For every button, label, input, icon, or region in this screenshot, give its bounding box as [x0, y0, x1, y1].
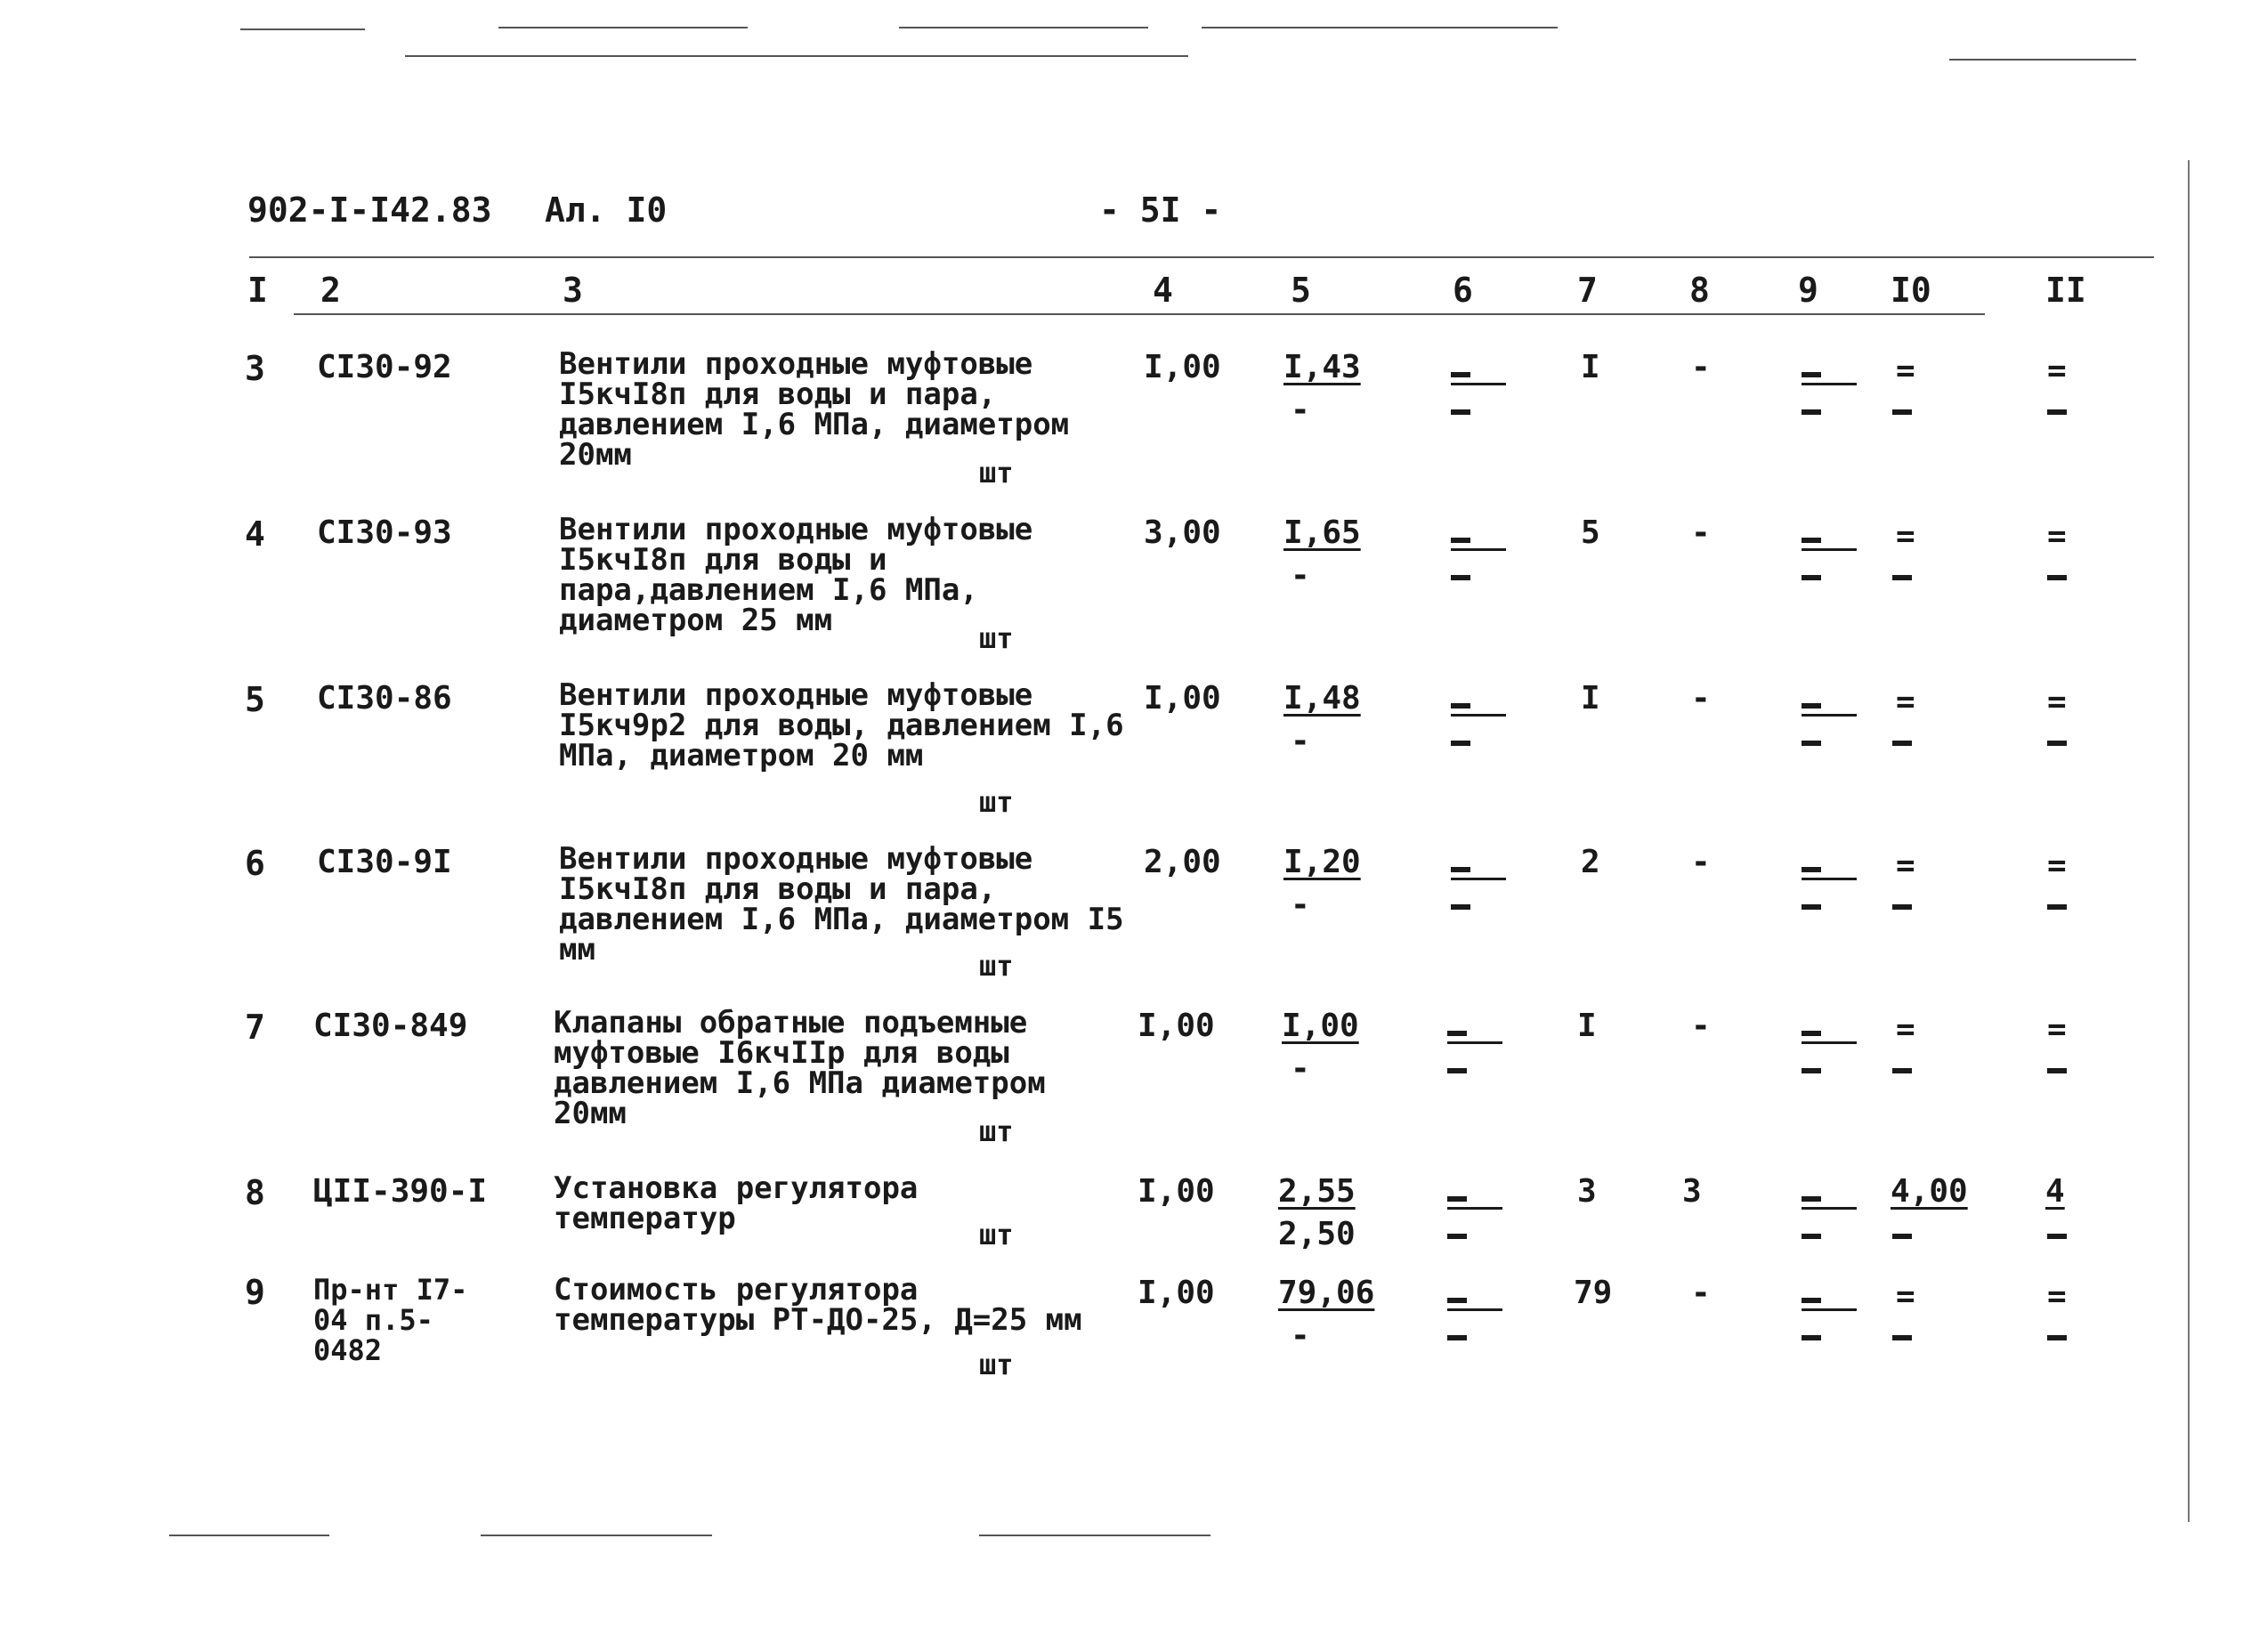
row-col5-bottom: 2,50 — [1278, 1216, 1356, 1252]
scan-artifact-line — [240, 28, 365, 30]
row-quantity: 2,00 — [1144, 844, 1221, 880]
row-description: Установка регулятора температур — [554, 1170, 919, 1236]
header-top-rule — [249, 256, 2154, 258]
row-quantity: I,00 — [1138, 1173, 1215, 1210]
dash-mark — [1451, 904, 1470, 910]
row-col7: I — [1581, 349, 1600, 385]
row-code: ЦII-390-I — [313, 1173, 488, 1210]
dash-mark — [1892, 1335, 1912, 1340]
dash-mark — [1892, 575, 1912, 580]
row-col5-top: I,48 — [1283, 680, 1361, 717]
scan-artifact-line — [1949, 59, 2136, 61]
dash-mark — [1892, 904, 1912, 910]
row-quantity: I,00 — [1144, 680, 1221, 717]
row-col5-top: I,65 — [1283, 514, 1361, 551]
dash-mark — [1802, 409, 1821, 415]
row-col10: = — [1896, 1278, 1915, 1315]
dash-mark — [2047, 409, 2067, 415]
scan-artifact-line — [899, 27, 1148, 28]
dash-mark — [2047, 575, 2067, 580]
row-col11: = — [2047, 1278, 2067, 1315]
dash-mark — [1802, 1196, 1821, 1202]
row-col8: 3 — [1682, 1173, 1702, 1210]
dash-mark — [1802, 1041, 1857, 1044]
dash-mark — [1802, 538, 1821, 543]
row-description: Вентили проходные муфтовые I5кчI8п для воды и пара, давлением I,6 МПа, диаметром I5 мм — [559, 841, 1124, 968]
row-code: CI30-86 — [317, 680, 452, 717]
dash-mark — [2047, 1335, 2067, 1340]
row-description: Вентили проходные муфтовые I5кч9р2 для воды, давлением I,6 МПа, диаметром 20 мм — [559, 677, 1124, 773]
sheet-label: Ал. I0 — [545, 190, 668, 230]
column-header-11: II — [2045, 271, 2086, 310]
dash-mark — [1892, 409, 1912, 415]
row-col5-top: I,00 — [1282, 1008, 1359, 1044]
row-description: Клапаны обратные подъемные муфтовые I6кчIIр для воды давлением I,6 МПа диаметром 20мм — [554, 1005, 1046, 1131]
dash-mark — [1892, 1068, 1912, 1073]
column-header-2: 2 — [320, 271, 341, 310]
dash-mark — [1447, 1041, 1502, 1044]
row-description: Вентили проходные муфтовые I5кчI8п для воды и пара,давлением I,6 МПа, диаметром 25 мм — [559, 512, 1033, 638]
row-code: CI30-849 — [313, 1008, 468, 1044]
document-code: 902-I-I42.83 — [247, 190, 492, 230]
column-header-7: 7 — [1577, 271, 1598, 310]
row-unit: шт — [979, 949, 1014, 983]
dash-mark — [1802, 372, 1821, 377]
row-col10: = — [1896, 684, 1915, 720]
column-header-3: 3 — [563, 271, 583, 310]
row-unit: шт — [979, 1218, 1014, 1251]
row-number: 8 — [245, 1173, 265, 1212]
column-header-9: 9 — [1798, 271, 1818, 310]
dash-mark — [1802, 1031, 1821, 1036]
column-header-6: 6 — [1453, 271, 1473, 310]
row-col5-top: I,43 — [1283, 349, 1361, 385]
row-col5-bottom: - — [1291, 887, 1310, 923]
dash-mark — [1892, 741, 1912, 746]
dash-mark — [2047, 1068, 2067, 1073]
dash-mark — [1447, 1031, 1467, 1036]
row-col5-top: 79,06 — [1278, 1275, 1375, 1311]
column-header-8: 8 — [1689, 271, 1710, 310]
dash-mark — [1802, 867, 1821, 872]
dash-mark — [1451, 878, 1506, 880]
row-col8: - — [1691, 844, 1711, 880]
dash-mark — [1451, 703, 1470, 709]
dash-mark — [1802, 1068, 1821, 1073]
row-number: 9 — [245, 1273, 265, 1312]
dash-mark — [1802, 1308, 1857, 1311]
row-col8: - — [1691, 514, 1711, 551]
dash-mark — [1451, 741, 1470, 746]
dash-mark — [1451, 372, 1470, 377]
row-col5-bottom: - — [1291, 1317, 1310, 1354]
row-col11: = — [2047, 1011, 2067, 1048]
dash-mark — [1447, 1335, 1467, 1340]
dash-mark — [1451, 409, 1470, 415]
row-col8: - — [1691, 1008, 1711, 1044]
dash-mark — [1802, 1298, 1821, 1303]
dash-mark — [1447, 1207, 1502, 1210]
header-bottom-rule — [294, 313, 1985, 315]
dash-mark — [1802, 703, 1821, 709]
row-col5-top: 2,55 — [1278, 1173, 1356, 1210]
dash-mark — [1802, 1207, 1857, 1210]
row-description: Вентили проходные муфтовые I5кчI8п для воды и пара, давлением I,6 МПа, диаметром 20мм — [559, 346, 1070, 473]
column-header-10: I0 — [1891, 271, 1931, 310]
row-col5-bottom: - — [1291, 1050, 1310, 1087]
scan-artifact-line — [405, 55, 1188, 57]
row-col11: = — [2047, 352, 2067, 389]
row-code: CI30-93 — [317, 514, 452, 551]
row-col11: = — [2047, 684, 2067, 720]
row-unit: шт — [979, 1114, 1014, 1148]
row-description: Стоимость регулятора температуры РТ-ДО-25, Д=25 мм — [554, 1272, 1082, 1338]
dash-mark — [1802, 741, 1821, 746]
row-col11: 4 — [2045, 1173, 2065, 1210]
row-col5-top: I,20 — [1283, 844, 1361, 880]
row-col8: - — [1691, 349, 1711, 385]
dash-mark — [1802, 548, 1857, 551]
row-unit: шт — [979, 456, 1014, 490]
row-col7: 3 — [1577, 1173, 1597, 1210]
scan-artifact-line — [169, 1535, 329, 1536]
row-quantity: I,00 — [1138, 1008, 1215, 1044]
dash-mark — [1802, 575, 1821, 580]
dash-mark — [1451, 538, 1470, 543]
row-number: 5 — [245, 680, 265, 719]
page-edge-line — [2188, 160, 2190, 1522]
dash-mark — [1451, 575, 1470, 580]
dash-mark — [1447, 1068, 1467, 1073]
dash-mark — [1802, 714, 1857, 717]
row-quantity: I,00 — [1144, 349, 1221, 385]
row-col7: 5 — [1581, 514, 1600, 551]
row-col7: I — [1581, 680, 1600, 717]
row-col10: = — [1896, 352, 1915, 389]
row-number: 7 — [245, 1008, 265, 1047]
row-col7: 79 — [1574, 1275, 1613, 1311]
dash-mark — [2047, 741, 2067, 746]
dash-mark — [1802, 383, 1857, 385]
row-col11: = — [2047, 518, 2067, 555]
row-col8: - — [1691, 1275, 1711, 1311]
row-col5-bottom: - — [1291, 392, 1310, 428]
row-code: CI30-9I — [317, 844, 452, 880]
row-col11: = — [2047, 847, 2067, 884]
dash-mark — [2047, 1234, 2067, 1239]
row-code: CI30-92 — [317, 349, 452, 385]
row-quantity: 3,00 — [1144, 514, 1221, 551]
dash-mark — [1451, 383, 1506, 385]
dash-mark — [1451, 714, 1506, 717]
dash-mark — [1802, 904, 1821, 910]
dash-mark — [1451, 867, 1470, 872]
row-unit: шт — [979, 621, 1014, 655]
row-unit: шт — [979, 1348, 1014, 1381]
column-header-4: 4 — [1153, 271, 1173, 310]
dash-mark — [1802, 1335, 1821, 1340]
scan-artifact-line — [498, 27, 748, 28]
dash-mark — [1447, 1298, 1467, 1303]
row-col7: I — [1577, 1008, 1597, 1044]
column-header-1: I — [247, 271, 268, 310]
column-header-5: 5 — [1291, 271, 1311, 310]
row-unit: шт — [979, 785, 1014, 819]
dash-mark — [1802, 1234, 1821, 1239]
row-number: 3 — [245, 349, 265, 388]
dash-mark — [2047, 904, 2067, 910]
dash-mark — [1447, 1308, 1502, 1311]
row-col10: 4,00 — [1891, 1173, 1968, 1210]
row-col5-bottom: - — [1291, 723, 1310, 759]
page-number: - 5I - — [1099, 190, 1222, 230]
dash-mark — [1802, 878, 1857, 880]
row-code: Пр-нт I7-04 п.5-0482 — [313, 1273, 468, 1367]
row-col10: = — [1896, 1011, 1915, 1048]
dash-mark — [1447, 1234, 1467, 1239]
row-col10: = — [1896, 518, 1915, 555]
scan-artifact-line — [481, 1535, 712, 1536]
row-col10: = — [1896, 847, 1915, 884]
scan-artifact-line — [979, 1535, 1211, 1536]
dash-mark — [1451, 548, 1506, 551]
row-number: 6 — [245, 844, 265, 883]
row-col5-bottom: - — [1291, 557, 1310, 594]
row-col8: - — [1691, 680, 1711, 717]
row-number: 4 — [245, 514, 265, 554]
row-quantity: I,00 — [1138, 1275, 1215, 1311]
scan-artifact-line — [1202, 27, 1558, 28]
dash-mark — [1447, 1196, 1467, 1202]
dash-mark — [1892, 1234, 1912, 1239]
row-col7: 2 — [1581, 844, 1600, 880]
